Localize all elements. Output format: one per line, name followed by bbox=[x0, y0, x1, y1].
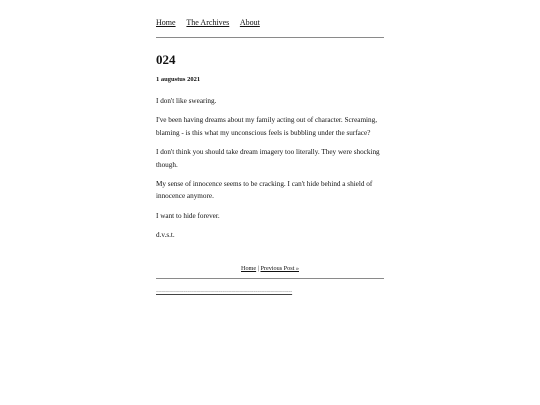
top-nav bbox=[156, 17, 384, 29]
footer-fine-print-link[interactable]: ~~~~~~~~~~~~~~~~~~~~~~~~~~~~~~~~~~~~~~~~~~~~~~~~~~~~~~~~~~~~~~~~~~~~~~ bbox=[156, 290, 293, 294]
post-paragraph: I don't like swearing. bbox=[156, 97, 217, 105]
post-paragraph: I want to hide forever. bbox=[156, 211, 220, 220]
post-paragraph: My sense of innocence seems to be cracking. I can't hide behind a shield of innocence anymore. bbox=[156, 180, 373, 201]
nav-link-archives[interactable]: The Archives bbox=[186, 18, 230, 27]
post-title: 024 bbox=[156, 52, 176, 67]
post-navigation bbox=[156, 264, 384, 274]
previous-post-link[interactable]: Previous Post » bbox=[260, 265, 299, 272]
footer-separator: | bbox=[257, 265, 259, 272]
footer-divider bbox=[156, 278, 384, 279]
nav-divider bbox=[156, 37, 384, 38]
nav-link-home[interactable]: Home bbox=[156, 18, 176, 27]
nav-link-about[interactable]: About bbox=[239, 18, 260, 27]
footer-fine-print bbox=[156, 289, 384, 295]
footer-home-link[interactable]: Home bbox=[241, 265, 257, 272]
post-signature: d.v.s.t. bbox=[156, 231, 175, 240]
post-paragraph: I don't think you should take dream imagery too literally. They were shocking though. bbox=[156, 148, 380, 169]
post-paragraph: I've been having dreams about my family acting out of character. Screaming, blaming - is this what my unconscious feels is bubbling under the surface? bbox=[156, 116, 378, 137]
post-date: 1 augustus 2021 bbox=[156, 76, 201, 83]
post-body bbox=[156, 95, 384, 249]
